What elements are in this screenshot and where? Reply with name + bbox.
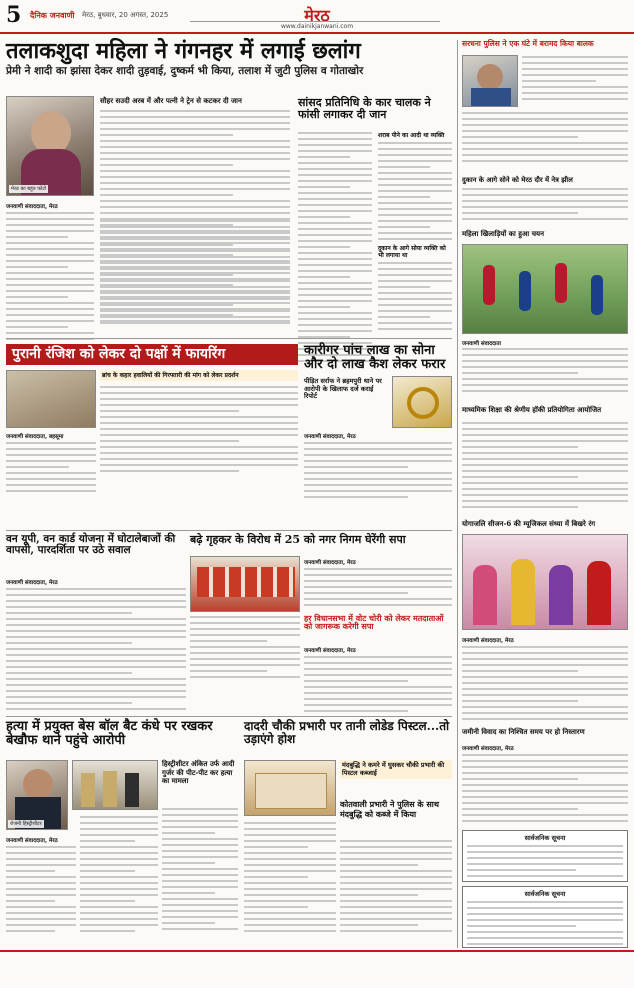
right-mid-sub: योगाजलि सीजन-6 की म्यूजिकल संध्या में बिखरे रंग: [462, 519, 596, 528]
column-rule: [457, 40, 458, 948]
website: www.dainikjanwani.com: [280, 23, 354, 30]
murder-body-b: [80, 816, 158, 936]
dadri-story: [244, 720, 452, 745]
police-photo: [72, 760, 158, 810]
footer-rule: [0, 950, 634, 952]
murder-body-a: [6, 846, 76, 936]
right-top-byline: जनवाणी संवाददाता: [462, 341, 501, 347]
dadri-kicker-box: [340, 760, 452, 779]
firing-byline-block: [6, 430, 96, 442]
performer-2: [511, 559, 535, 625]
section-rule-1: [6, 338, 452, 339]
gold-byline: जनवाणी संवाददाता, मेरठ: [304, 434, 356, 440]
lead-byline-block: [6, 200, 94, 212]
person-shape: [477, 64, 503, 90]
lead-byline: जनवाणी संवाददाता, मेरठ: [6, 204, 58, 210]
gold-kicker-block: [304, 378, 388, 401]
firing-kicker-box: [100, 370, 298, 381]
tax-body-b: [190, 616, 300, 682]
right-mid-body: [462, 422, 628, 512]
lead-subhead: प्रेमी ने शादी का झांसा देकर शादी तुड़वाई, दुष्कर्म भी किया, तलाश में जुटी पुलिस व गोताखोर: [6, 65, 364, 78]
officer-shape-1: [81, 773, 95, 807]
right-top-body-c: [462, 348, 628, 396]
gold-kicker: पीड़ित सर्राफ ने ब्रहमपुरी थाने पर आरोपी के खिलाफ दर्ज कराई रिपोर्ट: [304, 377, 382, 400]
dadri-sub: कोतवाली प्रभारी ने पुलिस के साथ मंदबुद्धि को कब्जे में किया: [340, 799, 439, 819]
performer-3: [549, 565, 573, 625]
notice1-title: सार्वजनिक सूचना: [524, 834, 566, 842]
onev-byline-block: [6, 576, 186, 588]
firing-photo: [6, 370, 96, 428]
murder-photo: [6, 760, 68, 830]
dadri-sub-block: [340, 800, 452, 819]
lead-story: [6, 40, 452, 77]
gold-story: [304, 344, 452, 371]
mp-body-a: [298, 132, 372, 366]
performer-1: [473, 565, 497, 625]
voter-byline: जनवाणी संवाददाता, मेरठ: [304, 648, 356, 654]
gold-body: [304, 442, 452, 502]
performer-4: [587, 561, 611, 625]
lead-kicker: सौहर सउदी अरब में और पत्नी ने ट्रेन से कटकर दी जान: [100, 96, 242, 105]
section-rule-3: [6, 716, 452, 717]
onev-story: [6, 534, 186, 556]
public-notice-1: [462, 830, 628, 882]
dadri-photo: [244, 760, 336, 816]
voter-headline: हर विधानसभा में वोट चोरी को लेकर मतदाताओं को जागरूक करेगी सपा: [304, 613, 444, 632]
notice2-body: [467, 901, 623, 945]
music-photo: [462, 534, 628, 630]
onev-headline: वन यूपी, वन कार्ड योजना में घोटालेबाजों की वापसी, पारदर्शिता पर उठे सवाल: [6, 533, 176, 557]
tax-story: [190, 534, 452, 546]
mp-story: [298, 97, 452, 120]
section-rule-2: [6, 530, 452, 531]
mp-sub1-block: [378, 132, 452, 139]
dadri-body-b: [340, 840, 452, 936]
player-shape-1: [483, 265, 495, 305]
gold-headline: कारीगर पांच लाख का सोना और दो लाख कैश लेकर फरार: [304, 343, 446, 372]
building-shape: [197, 567, 295, 597]
murder-side-head: हिस्ट्रीशीटर अंकित उर्फ आदी गुर्जर की पीट-पीट कर हत्या का मामला: [162, 759, 235, 785]
right-low-headline: जमीनी विवाद का निश्चित समय पर हो निस्तारण: [462, 727, 585, 736]
right-low-story: [462, 728, 628, 736]
firing-body-a: [6, 442, 96, 496]
mp-sub2: दुकान के आगे सोया व्यक्ति को भी लगाया था: [378, 245, 446, 259]
firing-body-b: [100, 386, 298, 476]
firing-kicker: ब्रांच के कहार हवालियों की गिरफ्तारी की मांग को लेकर प्रदर्शन: [102, 372, 239, 379]
player-shape-2: [519, 271, 531, 311]
right-mid-story: [462, 406, 628, 414]
onev-body: [6, 588, 186, 714]
notice1-body: [467, 845, 623, 877]
masthead-rule: [190, 21, 440, 22]
lead-photo: [6, 96, 94, 196]
right-mid-headline: माध्यमिक शिक्षा की श्रेणीय हॉकी प्रतियोगिता आयोजित: [462, 405, 602, 414]
right-top-body-b: [462, 112, 628, 166]
dadri-body-a: [244, 822, 336, 936]
accused-face: [23, 769, 53, 799]
firing-headline: पुरानी रंजिश को लेकर दो पक्षों में फायरिंग: [12, 346, 226, 362]
accused-shape: [125, 773, 139, 807]
public-notice-2: [462, 886, 628, 948]
right-low-byline: जनवाणी संवाददाता, मेरठ: [462, 746, 514, 752]
voter-story: [304, 614, 452, 631]
page-number: 5: [6, 2, 22, 28]
dadri-kicker: मंदबुद्धि ने कमरे में घुसकर चौकी प्रभारी की पिस्टल कब्जाई: [342, 761, 445, 777]
mp-sub1: शराब पीने का आदी था व्यक्ति: [378, 132, 445, 139]
tax-headline: बढ़े गृहकर के विरोध में 25 को नगर निगम घेरेंगी सपा: [190, 533, 406, 546]
officer-shape-2: [103, 771, 117, 807]
right-sub2: महिला खिलाड़ियों का हुआ चयन: [462, 229, 545, 238]
firing-headline-bar: [6, 344, 298, 365]
right-top-body-a: [522, 56, 628, 104]
lead-kicker-block: [100, 97, 290, 105]
ring-shape: [407, 387, 439, 419]
mp-sub2-block: [378, 245, 452, 259]
right-sub1: दुकान के आगे सोने को मेरठ दौर में नेत्र झील: [462, 176, 573, 184]
mp-headline: सांसद प्रतिनिधि के कार चालक ने फांसी लगाकर दी जान: [298, 96, 431, 121]
brand-name: दैनिक जनवाणी: [30, 11, 75, 20]
right-sub1-block: [462, 176, 628, 184]
tax-body-a: [304, 568, 452, 610]
right-mid-byline: जनवाणी संवाददाता, मेरठ: [462, 638, 514, 644]
right-top-story: [462, 40, 628, 48]
lead-photo-caption: मेरठ का बहुत फोटो: [11, 186, 47, 192]
mp-body-c: [378, 262, 452, 334]
gold-byline-block: [304, 430, 452, 442]
onev-byline: जनवाणी संवाददाता, मेरठ: [6, 580, 58, 586]
murder-byline: जनवाणी संवाददाता, मेरठ: [6, 838, 58, 844]
lead-body-col0: [6, 212, 94, 344]
dadri-headline: दादरी चौकी प्रभारी पर तानी लोडेड पिस्टल...तो उड़ाएंगे होश: [244, 719, 450, 746]
right-mid-sub-block: [462, 520, 628, 528]
right-sub1-body: [462, 188, 628, 224]
issue-date: मेरठ, बुधवार, 20 अगस्त, 2025: [82, 11, 169, 19]
right-low-body: [462, 754, 628, 826]
uniform-shape: [471, 88, 511, 107]
murder-headline: हत्या में प्रयुक्त बेस बॉल बैट कंधे पर रखकर बेखौफ थाने पहुंचे आरोपी: [6, 719, 213, 748]
tax-byline-block: [304, 556, 452, 568]
murder-side-block: [162, 760, 238, 786]
murder-byline-block: [6, 834, 68, 846]
right-mid-byline-block: [462, 634, 628, 646]
firing-byline: जनवाणी संवाददाता, बहसूमा: [6, 434, 64, 440]
right-low-byline-block: [462, 742, 628, 754]
right-top-photo: [462, 55, 518, 107]
lead-headline: तलाकशुदा महिला ने गंगनहर में लगाई छलांग: [6, 38, 361, 64]
police-post-shape: [255, 773, 327, 809]
voter-body: [304, 656, 452, 716]
player-shape-3: [555, 263, 567, 303]
murder-body-c: [162, 808, 238, 934]
voter-byline-block: [304, 644, 452, 656]
player-shape-4: [591, 275, 603, 315]
right-mid-body-b: [462, 646, 628, 724]
murder-photo-caption: रोजनी हिस्ट्रीशीटर: [10, 821, 42, 827]
masthead: [0, 0, 634, 34]
lead-body-col2: [100, 220, 290, 328]
tax-byline: जनवाणी संवाददाता, मेरठ: [304, 560, 356, 566]
murder-story: [6, 720, 238, 747]
city-title: मेरठ: [304, 6, 330, 25]
right-sub2-block: [462, 230, 628, 238]
gold-photo: [392, 376, 452, 428]
right-top-headline: सरधना पुलिस ने एक घंटे में बरामद किया बालक: [462, 39, 594, 48]
notice2-title: सार्वजनिक सूचना: [524, 890, 566, 898]
mp-body-b: [378, 142, 452, 244]
tax-photo: [190, 556, 300, 612]
hockey-photo: [462, 244, 628, 334]
